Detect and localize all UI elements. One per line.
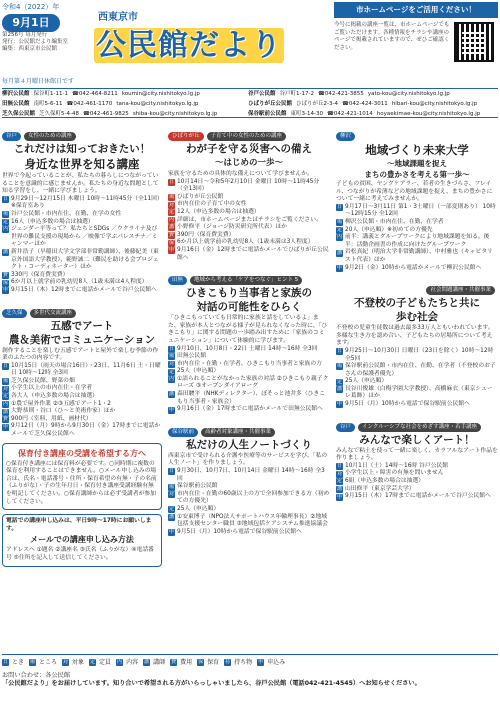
info-item: 定 12人（申込多数の場合は抽選） <box>168 208 260 216</box>
marker-icon: 定 <box>168 368 174 375</box>
marker-icon: 講 <box>168 224 174 231</box>
info-item: 日 9月10日、10月8日・22日 土曜日 14時～16時 全3回 <box>168 345 318 352</box>
marker-icon: 対 <box>168 491 174 498</box>
info-item: 講 小野修平（ジョージ防災研究所代表）ほか <box>168 224 287 231</box>
category-tag: 子育て中の女性のための講座 <box>207 132 287 141</box>
marker-icon: 定 <box>90 659 96 666</box>
marker-icon: 内 <box>168 216 174 223</box>
marker-icon: 講 <box>144 659 150 666</box>
marker-icon: 日 <box>2 362 8 369</box>
venue-tag: 田無 <box>168 276 187 285</box>
info-item: 日 9月30日、10月7日、10月14日 金曜日 14時～16時 全3回 <box>168 468 325 482</box>
info-item: 講 新井浩子（早稲田大学文学部非常勤講師）、後藤紀美（東京外国語大学教授）、範野誠二（難民を助ける会プロジェクト・コーディネーター）ほか <box>2 248 159 271</box>
homepage-text: 今号に掲載の講座一覧は、市ホームページでもご覧いただけます。各種情報をチラシや講座のページで掲載されていますので、ぜひご確認ください。 <box>334 22 450 51</box>
childcare-notice <box>2 443 162 511</box>
article-body: 子どもの貧困、ヤングケアラー、若者の生きづらさ、フレイル、つながりが希薄などの地域課題を捉え、まちの豊かさについて一緒に考えてみませんか。 <box>336 181 493 203</box>
info-item: 講 ①安東博子（NPO法人サポートハウス年輪理事長）②地域包括支援センター職員 ③地域包括ケアシステム推進協議会 <box>168 513 328 528</box>
info-item: 対 市内在住・在勤・在学者、ひきこもり当事者と家族の方 <box>168 360 322 367</box>
article-body: 家族を守るための具体的な備えについて学びませんか。 <box>168 171 313 177</box>
category-tag: 女性のための講座 <box>24 132 76 141</box>
marker-icon: 内 <box>2 226 8 233</box>
marker-icon: 場 <box>30 659 36 666</box>
issue-info <box>2 2 75 85</box>
article-body: 不登校の児童生徒数は過去最多33万人ともいわれています。多様な生き方を認め合い、子どもたちの居場所について考えます。 <box>336 325 494 347</box>
article-title: みんなで楽しくアート！ <box>359 433 475 446</box>
venue-tag: 谷戸 <box>336 423 355 432</box>
marker-icon: 対 <box>336 470 342 477</box>
icon-legend <box>2 654 498 670</box>
info-item: 場 谷戸公民館・市内在住、在勤、在学の女性 <box>2 210 122 218</box>
venue-tag: 谷戸 <box>2 132 21 141</box>
venue-tag: 芝久保 <box>2 309 27 318</box>
article-hikikomori <box>168 266 330 414</box>
marker-icon: 内 <box>168 376 174 383</box>
marker-icon: 定 <box>336 226 342 233</box>
legend-item: 定 定員 <box>90 658 112 666</box>
marker-icon: 持 <box>225 659 231 666</box>
marker-icon: 場 <box>336 363 342 370</box>
info-item: 講 山田修平（東京学芸大学） <box>336 485 415 492</box>
legend-item: 内 内容 <box>117 658 139 666</box>
legend-item: 日 とき <box>2 658 25 666</box>
masthead <box>2 2 498 88</box>
venue-tag: 柳沢 <box>336 132 355 141</box>
marker-icon: 費 <box>168 232 174 239</box>
marker-icon: 講 <box>336 249 342 256</box>
info-item: 日 9月25日～10月30日 日曜日（23日を除く）10時～12時 全5回 <box>336 347 494 362</box>
marker-icon: 定 <box>336 478 342 485</box>
marker-icon: 日 <box>336 204 342 211</box>
marker-icon: 申 <box>336 264 342 271</box>
marker-icon: 定 <box>2 393 8 400</box>
marker-icon: 定 <box>336 378 342 385</box>
venue-tag: 保谷駅前 <box>168 428 198 437</box>
marker-icon: 講 <box>168 391 174 398</box>
legend-item: 対 対象 <box>63 658 85 666</box>
legend-item: 保 保育 <box>198 658 220 666</box>
article-title: 私だけの人生ノートづくり <box>186 438 312 451</box>
info-item: 申 9月16日（金）17時までに電話かメールで田無公民館へ <box>168 406 323 413</box>
issuer: 発行：公民館だより編集室 <box>2 39 69 45</box>
info-item: 定 6組（申込多数の場合は抽選） <box>336 478 425 485</box>
marker-icon: 定 <box>168 209 174 216</box>
marker-icon: 申 <box>336 401 342 408</box>
marker-icon: 申 <box>168 406 174 413</box>
issue-era: 令和4（2022）年 <box>2 3 60 11</box>
marker-icon: 申 <box>168 529 174 536</box>
info-item: 内 ジェンダー平等って？ 私たちとSDGs ／ウクライナ及び世界の難民支援の現場から ／映像で学ぶパレスチナ／ミャンマーほか <box>2 226 158 248</box>
info-item: 申 9月2日（金）10時から電話かメールで柳沢公民館へ <box>336 264 482 271</box>
article-subtitle: まちの豊かさを考える第一歩～ <box>364 170 470 179</box>
article-future-univ <box>336 122 498 272</box>
marker-icon: 日 <box>2 196 8 203</box>
legend-item: 費 費用 <box>171 658 193 666</box>
issue-number: 第256号 毎月発行 <box>2 32 48 38</box>
info-item: 申 9月12日（月）9時から9月30日（金）17時までに電話かメールで芝久保公民館へ <box>2 423 161 438</box>
marker-icon: 場 <box>168 194 174 201</box>
category-tag: 地域から考える「ケアをつなぐ」ヒント 5 <box>190 276 302 285</box>
category-tag: 高齢者対象講座・共催事業 <box>201 428 275 437</box>
info-item: 日 10月15日（雨天の場合16日）・23日、11月6日 土・日曜日 10時～12時 全3回 <box>2 362 161 377</box>
article-title: 身近な世界を知る講座 <box>24 157 140 171</box>
closed-day-note: 毎月第４月曜日休館日です <box>2 78 75 85</box>
marker-icon: 講 <box>336 485 342 492</box>
article-world <box>2 122 162 295</box>
homepage-banner[interactable]: 市ホームページをご活用ください！ <box>334 2 498 18</box>
info-item: 講 岩松真紀（明治大学非常勤講師）、中村雅也（キャピタリスト代表）ほか <box>336 249 493 263</box>
marker-icon: 場 <box>2 378 8 385</box>
info-item: 日 10月1日（土）14時～16時 谷戸公民館 <box>336 462 449 470</box>
marker-icon: 対 <box>63 659 69 666</box>
directory-row: 田無公民館 南町5-6-11 ☎042-461-1170 tana-kou@city.nishitokyo.lg.jp ひばりが丘公民館 ひばりが丘2-3-4 ☎042-424-3011 hibari-kou@city.nishitokyo.lg.jp <box>2 101 478 107</box>
marker-icon: 内 <box>117 659 123 666</box>
marker-icon: 講 <box>336 386 342 393</box>
info-item: 講 大野恭則・谷口（ひ～と美術作家）ほか <box>2 408 116 415</box>
info-item: 場 田無公民館 <box>168 353 206 360</box>
footer-contact: お問い合わせ：各公民館 <box>2 672 71 679</box>
kominkan-directory <box>2 88 498 118</box>
category-tag: 社会問題講座・共催事業 <box>426 286 495 295</box>
article-art-together <box>336 413 498 501</box>
info-item: 保 6か月以上就学前の乳幼児8人（1歳未満は3人程度） <box>168 239 314 246</box>
footer-delivery: 「公民館だより」をお届けしています。知り合いで希望される方がいらっしゃいましたら、谷戸公民館（電話042-421-4545）へお知らせください。 <box>2 680 421 687</box>
marker-icon: 日 <box>168 468 174 475</box>
article-title: わが子を守る災害への備え <box>186 143 312 155</box>
marker-icon: 保 <box>198 659 204 666</box>
info-item: 日 10月14日～令和5年2月10日 金曜日 10時～11時45分（全13回） <box>168 178 320 193</box>
info-item: 申 9月15日（木）12時までに電話かメールで谷戸公民館へ <box>2 286 157 294</box>
info-item: 内 詳細は、市ホームページまたはチラシをご覧ください。 <box>168 216 322 223</box>
article-title: 地域づくり未来大学 <box>365 143 469 157</box>
marker-icon: 申 <box>258 659 264 666</box>
legend-item: 申 申込み <box>258 658 286 666</box>
info-item: 定 20人（申込順）※初めての方優先 <box>336 226 433 233</box>
info-item: 場 保谷駅前公民館・市内在住、在勤、在学者（不登校のお子さんの保護者優先） <box>336 363 496 377</box>
info-item: 保 6か月以上就学前の乳幼児8人（1歳未満は4人程度） <box>2 279 148 286</box>
venue-tag: ひばりが丘 <box>168 132 204 141</box>
marker-icon: 場 <box>2 211 8 218</box>
marker-icon: 日 <box>168 345 174 352</box>
notice-body: ○保育付き講座には保育料が必要です。○同時期に複数の保育を利用することはできません。○メール申し込みの場合は、氏名・電話番号・住所・保育希望の有無・子の名前（ふりがな）・子の生年月日・保育付き講座受講経験有無を明記してください。○保育講師からは必ず受講者が参加してください。 <box>6 460 157 505</box>
marker-icon: 申 <box>168 247 174 254</box>
phone-note: 電話での講座申し込みは、平日9時～17時にお願いします。 <box>6 518 152 532</box>
article-disaster <box>168 122 330 262</box>
info-item: 講 森田駿平（NHKディレクター）、ぼそっと池井多（ひきこもり当事者・家族会） <box>168 391 326 405</box>
legend-item: 場 ところ <box>30 658 58 666</box>
article-title: 対話の可能性をひらく <box>196 301 302 314</box>
article-title: 五感でアート <box>50 319 114 332</box>
marker-icon: 保 <box>168 239 174 246</box>
category-tag: インクルーシブな社会をめざす講座・若手講座 <box>358 423 481 432</box>
info-item: 場 保谷駅前公民館 <box>168 483 218 490</box>
article-title: 歩む社会 <box>396 311 438 324</box>
marker-icon: 定 <box>2 218 8 225</box>
marker-icon: 費 <box>2 416 8 423</box>
column-left <box>2 122 162 634</box>
info-item: 定 各大人（申込多数の場合は抽選） <box>2 393 98 400</box>
info-item: 場 芝久保公民館、野菜の畑 <box>2 377 75 385</box>
notice-title: 保育付き講座の受講を希望する方へ <box>18 448 146 458</box>
article-title: 農＆美術でコミュニケーション <box>8 333 156 346</box>
info-item: 費 330円（保育費実費） <box>2 271 69 279</box>
info-item: 対 小学生以上・障害の有無を問いません <box>336 470 444 477</box>
article-subtitle: ～地域課題を捉え <box>387 159 447 168</box>
marker-icon: 対 <box>2 385 8 392</box>
mail-title: メールでの講座申し込み方法 <box>30 535 134 545</box>
marker-icon: 対 <box>168 360 174 367</box>
issue-date: 9月1日 <box>2 14 60 32</box>
marker-icon: 保 <box>2 279 8 286</box>
marker-icon: 申 <box>2 423 8 430</box>
marker-icon: 申 <box>336 493 342 500</box>
directory-row: 芝久保公民館 芝久保町5-4-48 ☎042-461-9825 shiba-kou@city.nishitokyo.lg.jp 保谷駅前公民館 東町3-14-30 ☎042-421-1014 hoyaekimae-kou@city.nishitokyo.lg.jp <box>2 111 481 117</box>
column-right <box>336 122 498 634</box>
article-title: ひきこもり当事者と家族の <box>186 287 312 300</box>
marker-icon: 費 <box>2 272 8 279</box>
article-body: 創作することを楽しむ五感でアートと屋外で楽しむ季節の作業のふたつの内容です。 <box>2 347 159 362</box>
footer <box>2 672 498 698</box>
info-item: 費 900円（室料、用紙、画材代） <box>2 415 92 423</box>
info-item: 定 25人（申込順） <box>168 368 220 375</box>
info-item: 対 市内在住・在勤の60歳以上の方で全回参加できる方（初めての方優先） <box>168 490 330 505</box>
info-item: 内 ①語られることがなかった家族の対話 ②ひきこもり親子クローズ ③オープンダイアローグ <box>168 375 329 390</box>
mail-application <box>2 514 162 566</box>
info-item: 定 25人（申込順） <box>336 378 388 385</box>
article-futoukou <box>336 276 498 409</box>
logo <box>94 8 318 64</box>
info-item: 内 ①農で屋外作業 ②③五感でアート1・2 <box>2 400 111 407</box>
info-item: 定 16人（申込多数の場合は抽選） <box>2 218 94 225</box>
logo-city: 西東京市 <box>98 12 138 23</box>
category-tag: 多世代交流講座 <box>30 309 77 318</box>
article-art <box>2 299 162 439</box>
marker-icon: 費 <box>171 659 177 666</box>
article-title: これだけは知っておきたい！ <box>13 143 151 155</box>
info-item: 場 ひばりが丘公民館 <box>168 193 224 201</box>
info-item: 定 25人（申込順） <box>168 506 220 513</box>
qr-code-icon[interactable] <box>454 22 494 62</box>
mail-body: アドレスへ ①題名 ②講座名 ③氏名（ふりがな）④電話番号 ⑤住所を記入して送信してください。 <box>6 547 154 561</box>
marker-icon: 定 <box>168 506 174 513</box>
column-middle <box>168 122 330 634</box>
editor: 編集：西東京市公民館 <box>2 46 58 52</box>
marker-icon: 対 <box>168 201 174 208</box>
article-body: 西東京市で受けられる介護や医療等のサービスを学び、「私の人生ノート」を作りましょう。 <box>168 452 328 467</box>
info-item: 日 9月17日～3月11日 第1・3土曜日（一部変則あり） 10時～12時15分 全12回 <box>336 203 496 218</box>
marker-icon: 日 <box>336 348 342 355</box>
article-body: 「ひきこもっていても日常的に家族と話をしているよ」また、家族が本人とつながる様子が見られなくなった時に、「ひきこもり」に関する問題の一歩踏み出すために「家族のコミュニケーション」について体験的に学びます。 <box>168 315 328 344</box>
marker-icon: 内 <box>336 234 342 241</box>
article-life-note <box>168 418 330 537</box>
info-item: 費 390円（保育費実費） <box>168 231 235 239</box>
info-item: 申 9月5日（月）10時から電話で保谷駅前公民館へ <box>168 528 302 536</box>
marker-icon: 講 <box>168 513 174 520</box>
marker-icon: 場 <box>168 353 174 360</box>
info-item: 内 前半：講義とグループワークにより地域課題を知る。後半：活動企画書の作成に向けたグループワーク <box>336 234 490 248</box>
legend-item: 講 講師 <box>144 658 166 666</box>
info-item: 日 9月29日～12月15日 木曜日 10時～11時45分（全11回）※保育室あり <box>2 195 160 210</box>
info-item: 対 市内在住の子育て中の女性 <box>168 201 247 208</box>
directory-row: 柳沢公民館 保谷町1-11-1 ☎042-464-8211 koumin@city.nishitokyo.lg.jp 谷戸公民館 谷戸町1-17-2 ☎042-421-3855 yato-kou@city.nishitokyo.lg.jp <box>2 91 450 97</box>
article-body: みんなで粘土を使って一緒に楽しく、カラフルなアート作品を作りましょう。 <box>336 447 498 462</box>
article-title: 不登校の子どもたちと共に <box>354 297 480 310</box>
marker-icon: 講 <box>2 408 8 415</box>
info-item: 場 柳沢公民館・市内在住、在勤、在学者 <box>336 218 444 226</box>
marker-icon: 日 <box>336 463 342 470</box>
info-item: 申 9月15日（木）17時までに電話かメールで谷戸公民館へ <box>336 493 491 500</box>
marker-icon: 場 <box>336 219 342 226</box>
marker-icon: 日 <box>168 178 174 185</box>
info-item: 講 長谷川俊雄（白梅学園大学教授）、高橋麻衣（東京シューレ葛飾）ほか <box>336 385 493 400</box>
marker-icon: 申 <box>2 287 8 294</box>
info-item: 申 9月16日（金）12時までに電話かメールでひばりが丘公民館へ <box>168 246 329 261</box>
article-subtitle: ～はじめの一歩～ <box>214 158 283 168</box>
info-item: 申 9月5日（月）10時から電話で保谷駅前公民館へ <box>336 401 470 408</box>
article-body: 世界で今起っていることが、私たちの暮らしにつながっていることを意識的に感じませんか。私たちの身近な問題として知る学習をし、一緒に学びましょう。 <box>2 173 159 195</box>
logo-title: 公民館だより <box>96 28 282 63</box>
marker-icon: 場 <box>168 483 174 490</box>
marker-icon: 日 <box>2 659 8 666</box>
legend-item: 持 持ち物 <box>225 658 253 666</box>
info-item: 対 小学生以上の市内在住・在学者 <box>2 385 93 392</box>
marker-icon: 内 <box>2 400 8 407</box>
marker-icon: 講 <box>2 249 8 256</box>
